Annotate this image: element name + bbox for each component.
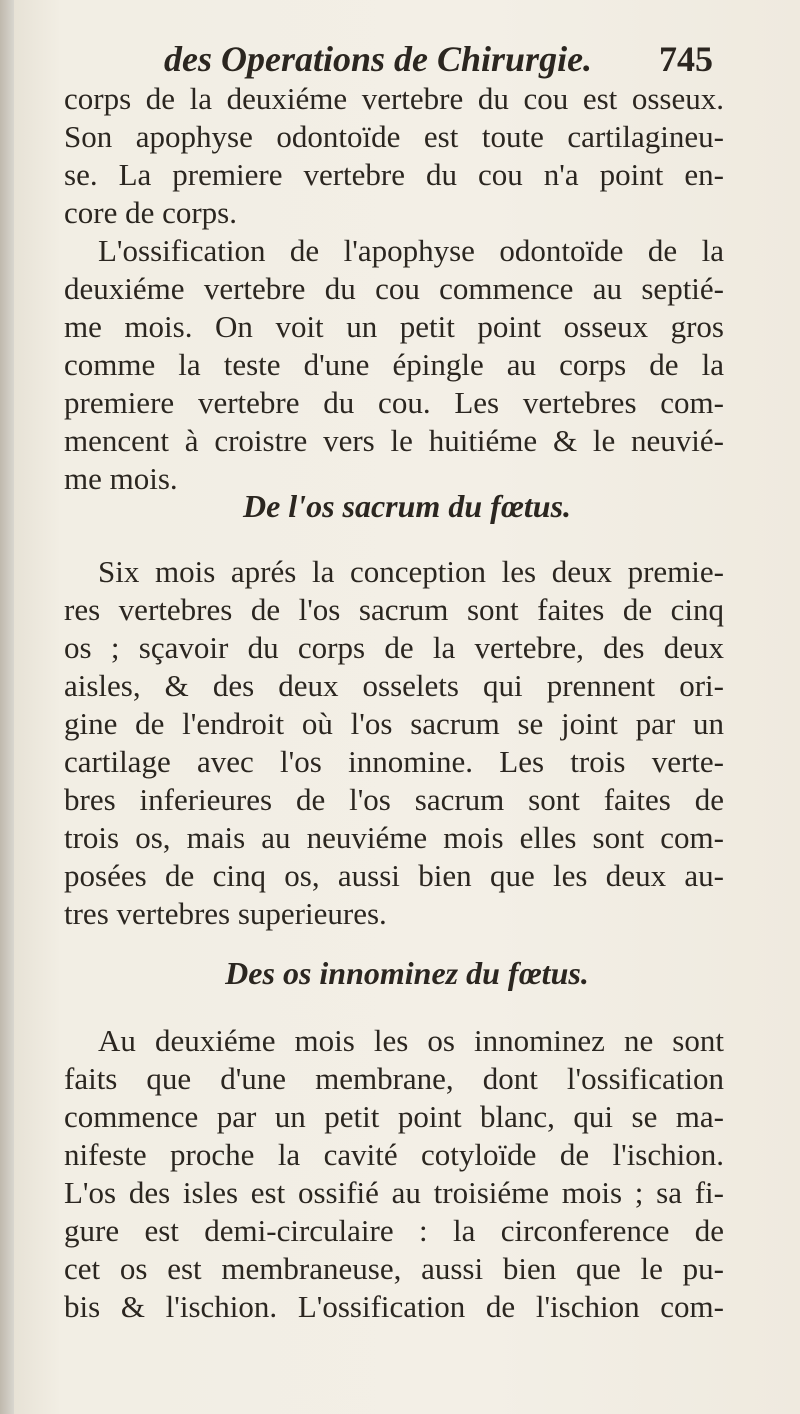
text-line: gure est demi-circulaire : la circonference de bbox=[64, 1213, 724, 1248]
text-line: cet os est membraneuse, aussi bien que le pu- bbox=[64, 1251, 724, 1286]
text-line: L'ossification de l'apophyse odontoïde de la bbox=[98, 233, 724, 268]
text-line: commence par un petit point blanc, qui se ma- bbox=[64, 1099, 724, 1134]
text-line: gine de l'endroit où l'os sacrum se joint par un bbox=[64, 706, 724, 741]
text-line: core de corps. bbox=[64, 195, 237, 230]
text-line: Six mois aprés la conception les deux premie- bbox=[98, 554, 724, 589]
section-heading-sacrum: De l'os sacrum du fœtus. bbox=[242, 488, 572, 524]
paragraph-block-2 bbox=[64, 553, 724, 933]
text-line: deuxiéme vertebre du cou commence au septié- bbox=[64, 271, 724, 306]
section-heading-innominate: Des os innominez du fœtus. bbox=[225, 955, 589, 991]
text-line: cartilage avec l'os innomine. Les trois verte- bbox=[64, 744, 724, 779]
paragraph-block-3 bbox=[64, 1022, 724, 1326]
running-title: des Operations de Chirurgie. bbox=[164, 39, 593, 79]
text-line: corps de la deuxiéme vertebre du cou est osseux. bbox=[64, 81, 724, 116]
text-line: nifeste proche la cavité cotyloïde de l'ischion. bbox=[64, 1137, 724, 1172]
text-line: trois os, mais au neuviéme mois elles sont com- bbox=[64, 820, 724, 855]
text-line: posées de cinq os, aussi bien que les deux au- bbox=[64, 858, 724, 893]
text-line: Son apophyse odontoïde est toute cartilagineu- bbox=[64, 119, 724, 154]
page-number: 745 bbox=[659, 39, 713, 79]
paragraph-block-1 bbox=[64, 80, 724, 498]
text-line: me mois. bbox=[64, 461, 178, 496]
text-line: bis & l'ischion. L'ossification de l'ischion com- bbox=[64, 1289, 724, 1324]
book-page bbox=[14, 0, 800, 1414]
text-line: se. La premiere vertebre du cou n'a point en- bbox=[64, 157, 724, 192]
text-line: aisles, & des deux osselets qui prennent ori- bbox=[64, 668, 724, 703]
text-line: premiere vertebre du cou. Les vertebres com- bbox=[64, 385, 724, 420]
text-line: mencent à croistre vers le huitiéme & le neuvié- bbox=[64, 423, 724, 458]
text-line: faits que d'une membrane, dont l'ossification bbox=[64, 1061, 724, 1096]
text-line: res vertebres de l'os sacrum sont faites de cinq bbox=[64, 592, 724, 627]
text-line: bres inferieures de l'os sacrum sont faites de bbox=[64, 782, 724, 817]
text-line: tres vertebres superieures. bbox=[64, 896, 387, 931]
gutter-shadow bbox=[0, 0, 14, 1414]
text-line: L'os des isles est ossifié au troisiéme mois ; sa fi- bbox=[64, 1175, 724, 1210]
text-line: os ; sçavoir du corps de la vertebre, des deux bbox=[64, 630, 724, 665]
text-line: me mois. On voit un petit point osseux gros bbox=[64, 309, 724, 344]
text-line: Au deuxiéme mois les os innominez ne sont bbox=[98, 1023, 724, 1058]
text-line: comme la teste d'une épingle au corps de la bbox=[64, 347, 724, 382]
